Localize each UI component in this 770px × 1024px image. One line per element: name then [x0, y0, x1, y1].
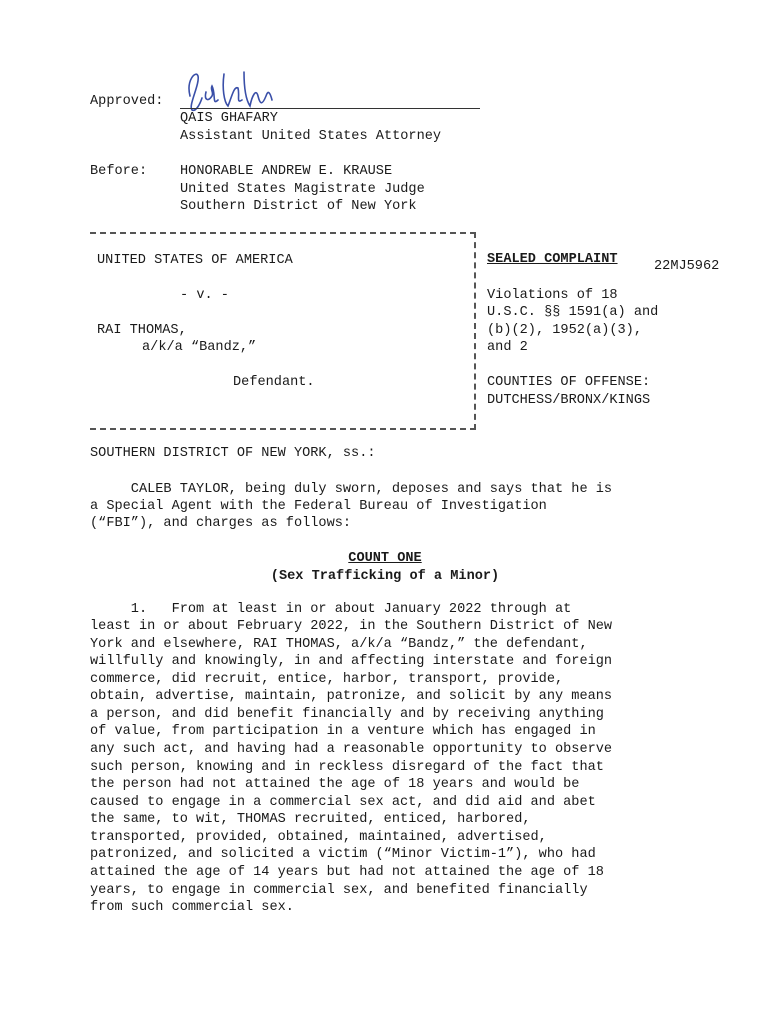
paragraph-line: the person had not attained the age of 18 years and would be [90, 777, 580, 792]
defendant-name: RAI THOMAS, [97, 323, 187, 338]
district-line: SOUTHERN DISTRICT OF NEW YORK, ss.: [90, 446, 376, 461]
paragraph-line: 1. From at least in or about January 2022 through at [90, 602, 572, 617]
paragraph-line: a person, and did benefit financially and by receiving anything [90, 707, 604, 722]
paragraph-line: obtain, advertise, maintain, patronize, and solicit by any means [90, 689, 613, 704]
intro-line: CALEB TAYLOR, being duly sworn, deposes and says that he is [90, 482, 613, 497]
attorney-title: Assistant United States Attorney [180, 129, 442, 144]
judge-district: Southern District of New York [180, 199, 417, 214]
attorney-name: QAIS GHAFARY [180, 111, 278, 126]
paragraph-line: such person, knowing and in reckless disregard of the fact that [90, 760, 604, 775]
versus: - v. - [180, 288, 229, 303]
paragraph-line: the same, to wit, THOMAS recruited, enticed, harbored, [90, 812, 531, 827]
paragraph-line: attained the age of 14 years but had not attained the age of 18 [90, 865, 604, 880]
count-heading: COUNT ONE [348, 551, 422, 566]
approved-label: Approved: [90, 94, 164, 109]
counties-value: DUTCHESS/BRONX/KINGS [487, 393, 651, 408]
counties-label: COUNTIES OF OFFENSE: [487, 375, 651, 390]
count-subheading: (Sex Trafficking of a Minor) [270, 569, 500, 584]
paragraph-line: caused to engage in a commercial sex act, and did aid and abet [90, 795, 596, 810]
case-number: 22MJ5962 [654, 259, 720, 274]
violations-line: and 2 [487, 340, 528, 355]
sealed-complaint-title: SEALED COMPLAINT [487, 252, 618, 267]
paragraph-line: from such commercial sex. [90, 900, 294, 915]
paragraph-line: patronized, and solicited a victim (“Minor Victim-1”), who had [90, 847, 596, 862]
paragraph-line: any such act, and having had a reasonable opportunity to observe [90, 742, 613, 757]
intro-line: a Special Agent with the Federal Bureau of Investigation [90, 499, 547, 514]
paragraph-line: of value, from participation in a venture which has engaged in [90, 724, 596, 739]
judge-title: United States Magistrate Judge [180, 182, 425, 197]
signature-line [180, 108, 480, 109]
judge-name: HONORABLE ANDREW E. KRAUSE [180, 164, 393, 179]
paragraph-line: least in or about February 2022, in the Southern District of New [90, 619, 613, 634]
paragraph-line: transported, provided, obtained, maintained, advertised, [90, 830, 547, 845]
paragraph-line: years, to engage in commercial sex, and benefited financially [90, 883, 588, 898]
intro-line: (“FBI”), and charges as follows: [90, 516, 352, 531]
violations-line: (b)(2), 1952(a)(3), [487, 323, 642, 338]
plaintiff-name: UNITED STATES OF AMERICA [97, 253, 293, 268]
paragraph-line: York and elsewhere, RAI THOMAS, a/k/a “Bandz,” the defendant, [90, 637, 588, 652]
violations-line: U.S.C. §§ 1591(a) and [487, 305, 659, 320]
violations-line: Violations of 18 [487, 288, 618, 303]
defendant-label: Defendant. [233, 375, 315, 390]
before-label: Before: [90, 164, 148, 179]
defendant-aka: a/k/a “Bandz,” [142, 340, 257, 355]
paragraph-line: commerce, did recruit, entice, harbor, transport, provide, [90, 672, 564, 687]
paragraph-line: willfully and knowingly, in and affecting interstate and foreign [90, 654, 613, 669]
